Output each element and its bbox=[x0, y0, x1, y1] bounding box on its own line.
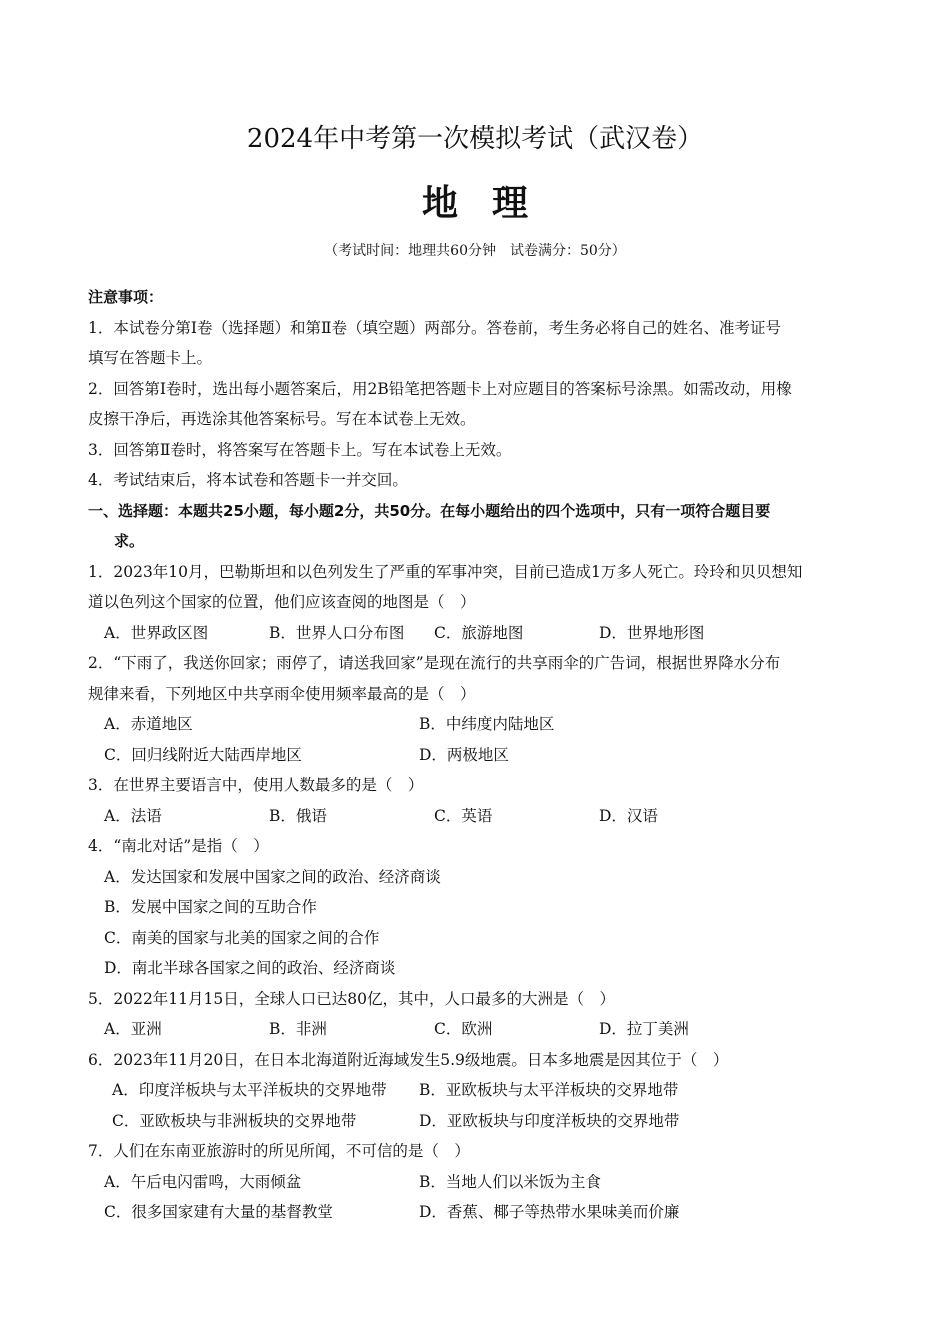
notice-line: 4．考试结束后，将本试卷和答题卡一并交回。 bbox=[88, 471, 408, 489]
option-a: A．午后电闪雷鸣，大雨倾盆 bbox=[104, 1172, 302, 1191]
question-2-options bbox=[88, 740, 868, 771]
option-d: D．香蕉、椰子等热带水果味美而价廉 bbox=[419, 1203, 680, 1221]
option-c: C．欧洲 bbox=[434, 1020, 493, 1038]
section-heading: 一、选择题：本题共25小题，每小题2分，共50分。在每小题给出的四个选项中，只有一项符合题目要 bbox=[88, 501, 771, 520]
question-1-options bbox=[88, 618, 868, 649]
subject-title: 地理 bbox=[421, 183, 562, 224]
option-a: A．发达国家和发展中国家之间的政治、经济商谈 bbox=[104, 867, 441, 886]
question-4-stem: 4．“南北对话”是指（ ） bbox=[88, 837, 269, 855]
option-b: B．当地人们以米饭为主食 bbox=[419, 1172, 601, 1191]
question-4-options bbox=[88, 892, 868, 923]
option-a: A．印度洋板块与太平洋板块的交界地带 bbox=[112, 1081, 387, 1099]
option-d: D．亚欧板块与印度洋板块的交界地带 bbox=[419, 1111, 680, 1130]
option-d: D．世界地形图 bbox=[599, 623, 705, 642]
option-c: C．英语 bbox=[434, 806, 493, 825]
exam-body bbox=[88, 282, 868, 1228]
option-c: C．南美的国家与北美的国家之间的合作 bbox=[104, 928, 380, 947]
question-7-options bbox=[88, 1197, 868, 1228]
option-d: D．拉丁美洲 bbox=[599, 1020, 689, 1038]
option-a: A．赤道地区 bbox=[104, 715, 193, 733]
option-c: C．亚欧板块与非洲板块的交界地带 bbox=[112, 1111, 357, 1130]
notice-heading: 注意事项： bbox=[88, 288, 164, 306]
notice-line: 3．回答第Ⅱ卷时，将答案写在答题卡上。写在本试卷上无效。 bbox=[88, 440, 512, 459]
question-5-stem: 5．2022年11月15日，全球人口已达80亿，其中，人口最多的大洲是（ ） bbox=[88, 989, 615, 1008]
section-heading-cont: 求。 bbox=[114, 532, 145, 550]
question-4-options bbox=[88, 953, 868, 984]
option-b: B．世界人口分布图 bbox=[269, 623, 405, 642]
option-a: A．法语 bbox=[104, 806, 162, 825]
option-c: C．很多国家建有大量的基督教堂 bbox=[104, 1203, 333, 1221]
question-6-options bbox=[88, 1075, 868, 1106]
option-d: D．汉语 bbox=[599, 806, 658, 825]
notice-line: 皮擦干净后，再选涂其他答案标号。写在本试卷上无效。 bbox=[88, 410, 476, 428]
option-b: B．俄语 bbox=[269, 806, 327, 825]
option-d: D．两极地区 bbox=[419, 745, 509, 764]
question-2-stem: 规律来看，下列地区中共享雨伞使用频率最高的是（ ） bbox=[88, 684, 476, 703]
option-c: C．回归线附近大陆西岸地区 bbox=[104, 745, 302, 764]
option-c: C．旅游地图 bbox=[434, 623, 524, 642]
notice-line: 填写在答题卡上。 bbox=[88, 349, 213, 367]
question-2-stem: 2．“下雨了，我送你回家；雨停了，请送我回家”是现在流行的共享雨伞的广告词，根据世界降水分布 bbox=[88, 654, 781, 672]
option-b: B．亚欧板块与太平洋板块的交界地带 bbox=[419, 1081, 679, 1099]
option-a: A．世界政区图 bbox=[104, 623, 209, 642]
question-6-options bbox=[88, 1106, 868, 1137]
notice-line: 1．本试卷分第Ⅰ卷（选择题）和第Ⅱ卷（填空题）两部分。答卷前，考生务必将自己的姓名、准考证号 bbox=[88, 318, 782, 337]
question-4-options bbox=[88, 862, 868, 893]
question-1-stem: 道以色列这个国家的位置，他们应该查阅的地图是（ ） bbox=[88, 593, 476, 611]
question-3-stem: 3．在世界主要语言中，使用人数最多的是（ ） bbox=[88, 776, 424, 794]
question-1-stem: 1．2023年10月，巴勒斯坦和以色列发生了严重的军事冲突，目前已造成1万多人死亡。玲玲和贝贝想知 bbox=[88, 562, 803, 581]
question-7-stem: 7．人们在东南亚旅游时的所见所闻，不可信的是（ ） bbox=[88, 1142, 470, 1160]
question-3-options bbox=[88, 801, 868, 832]
exam-title: 2024年中考第一次模拟考试（武汉卷） bbox=[246, 124, 704, 154]
exam-info: （考试时间：地理共60分钟 试卷满分：50分） bbox=[324, 243, 626, 259]
option-b: B．中纬度内陆地区 bbox=[419, 715, 555, 733]
question-2-options bbox=[88, 709, 868, 740]
option-b: B．发展中国家之间的互助合作 bbox=[104, 898, 317, 916]
question-7-options bbox=[88, 1167, 868, 1198]
option-b: B．非洲 bbox=[269, 1020, 327, 1038]
notice-line: 2．回答第Ⅰ卷时，选出每小题答案后，用2B铅笔把答题卡上对应题目的答案标号涂黑。如需改动，用橡 bbox=[88, 379, 792, 398]
question-5-options bbox=[88, 1014, 868, 1045]
option-a: A．亚洲 bbox=[104, 1020, 162, 1038]
question-4-options bbox=[88, 923, 868, 954]
question-6-stem: 6．2023年11月20日，在日本北海道附近海域发生5.9级地震。日本多地震是因其位于（ ） bbox=[88, 1050, 729, 1069]
option-d: D．南北半球各国家之间的政治、经济商谈 bbox=[104, 959, 396, 977]
